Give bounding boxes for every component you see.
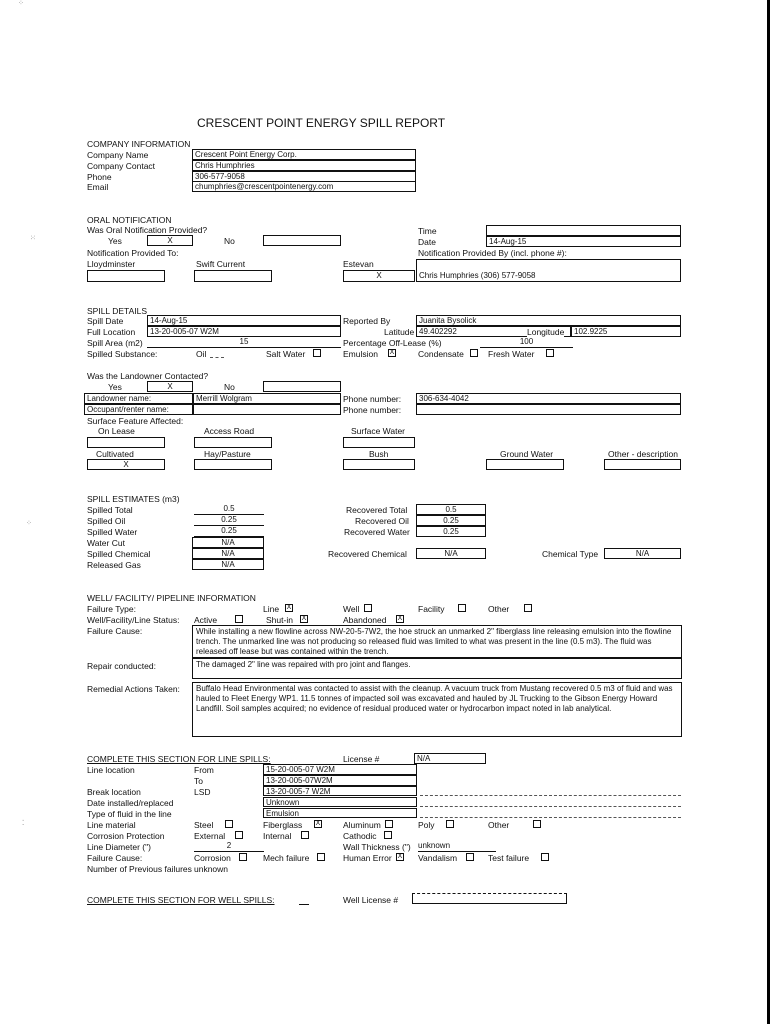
well-heading: WELL/ FACILITY/ PIPELINE INFORMATION (87, 593, 256, 603)
m-steel-label: Steel (194, 820, 214, 830)
spill-longitude-label: Longitude (527, 327, 565, 337)
fluid-type-label: Type of fluid in the line (87, 809, 172, 819)
m-fiberglass-label: Fiberglass (263, 820, 303, 830)
sub-condensate-label: Condensate (418, 349, 464, 359)
surface-ground-water-box[interactable] (486, 459, 564, 470)
surface-water-box[interactable] (343, 437, 415, 448)
status-label: Well/Facility/Line Status: (87, 615, 180, 625)
st-active-label: Active (194, 615, 218, 625)
m-aluminum-checkbox[interactable] (385, 820, 393, 828)
landowner-no-label: No (224, 382, 235, 392)
est-chem-label: Spilled Chemical (87, 549, 151, 559)
sub-oil-label: Oil (196, 349, 207, 359)
spill-location-label: Full Location (87, 327, 136, 337)
well-spills-blank-line (299, 904, 309, 905)
company-heading: COMPANY INFORMATION (87, 139, 191, 149)
line-to-label: To (194, 776, 203, 786)
occupant-name-field[interactable] (193, 404, 341, 415)
diameter-field[interactable]: 2 (194, 841, 264, 852)
c-cathodic-label: Cathodic (343, 831, 377, 841)
scan-speck: ⁘ (26, 520, 32, 527)
chem-type-label: Chemical Type (542, 549, 599, 559)
ft-facility-checkbox[interactable] (458, 604, 466, 612)
line-spills-heading: COMPLETE THIS SECTION FOR LINE SPILLS: (87, 754, 271, 764)
est-oil-label: Spilled Oil (87, 516, 126, 526)
oral-provided-by-label: Notification Provided By (incl. phone #): (418, 248, 567, 258)
sub-emulsion-checkbox[interactable]: X (389, 349, 395, 356)
rec-chem-field[interactable]: N/A (416, 548, 486, 559)
est-cut-field[interactable]: N/A (192, 537, 264, 548)
m-steel-checkbox[interactable] (225, 820, 233, 828)
m-fiberglass-checkbox[interactable]: X (315, 820, 321, 827)
est-total-field[interactable]: 0.5 (194, 504, 264, 515)
spill-location-field[interactable]: 13-20-005-07 W2M (147, 326, 341, 337)
failure-cause-field[interactable]: While installing a new flowline across NW-20-5-7W2, the hoe struck an unmarked 2" fiberglass line releasing emulsion into the flowline trench. The unmarked line was not producing so released fluid was limited to what was present in the line (0.5 m3). The fluid was released off lease but was contained within the trench. (192, 625, 682, 658)
oral-office-estevan: Estevan (343, 259, 374, 269)
surface-water-label: Surface Water (351, 426, 406, 436)
landowner-name-field[interactable]: Merrill Wolgram (193, 393, 341, 404)
spill-offlease-field[interactable]: 100 (480, 337, 573, 348)
line-from-field[interactable]: 15-20-005-07 W2M (263, 764, 417, 775)
spill-reported-label: Reported By (343, 316, 391, 326)
m-poly-checkbox[interactable] (446, 820, 454, 828)
oral-swift-current-box[interactable] (194, 270, 272, 282)
sub-saltwater-checkbox[interactable] (313, 349, 321, 357)
oral-estevan-box[interactable]: X (343, 270, 415, 282)
oral-lloydminster-box[interactable] (87, 270, 165, 282)
c-internal-checkbox[interactable] (301, 831, 309, 839)
est-gas-label: Released Gas (87, 560, 141, 570)
c-external-label: External (194, 831, 226, 841)
ft-line-checkbox[interactable]: X (286, 604, 292, 611)
well-spills-heading: COMPLETE THIS SECTION FOR WELL SPILLS: (87, 895, 275, 905)
remedial-field[interactable]: Buffalo Head Environmental was contacted to assist with the cleanup. A vacuum truck from Mustang recovered 0.5 m3 of fluid and was hauled to Fleet Energy WP1. 11.5 tonnes of impacted soil was excavated and hauled by JL Trucking to the Gibson Energy Howard Landfill. Soil samples acquired; no evidence of residual produced water or hydrocarbon impact noted in lab analytical. (192, 682, 682, 737)
surface-access-road-box[interactable] (194, 437, 272, 448)
oral-office-swift-current: Swift Current (196, 259, 246, 269)
failure-type-label: Failure Type: (87, 604, 136, 614)
oral-question: Was Oral Notification Provided? (87, 225, 208, 235)
ft-well-label: Well (343, 604, 360, 614)
occupant-phone-field[interactable] (416, 404, 681, 415)
prev-failures-value: unknown (194, 864, 229, 874)
landowner-question: Was the Landowner Contacted? (87, 371, 209, 381)
spill-reported-field[interactable]: Juanita Bysolick (416, 315, 681, 326)
f-vandalism-checkbox[interactable] (466, 853, 474, 861)
est-total-label: Spilled Total (87, 505, 133, 515)
landowner-name-label: Landowner name: (84, 393, 193, 404)
rec-oil-label: Recovered Oil (355, 516, 409, 526)
oral-date-label: Date (418, 237, 436, 247)
line-material-label: Line material (87, 820, 136, 830)
failure-cause-label: Failure Cause: (87, 626, 143, 636)
spill-heading: SPILL DETAILS (87, 306, 147, 316)
sub-saltwater-label: Salt Water (266, 349, 306, 359)
landowner-yes-box[interactable]: X (147, 381, 193, 392)
sub-emulsion-label: Emulsion (343, 349, 378, 359)
line-to-field[interactable]: 13-20-005-07W2M (263, 775, 417, 786)
surface-cultivated-box[interactable]: X (87, 459, 165, 470)
surface-ground-water-label: Ground Water (500, 449, 554, 459)
surface-bush-box[interactable] (343, 459, 415, 470)
scan-speck: ⁚ (22, 820, 25, 827)
company-email-label: Email (87, 182, 109, 192)
occupant-phone-label: Phone number: (343, 405, 402, 415)
surface-other-box[interactable] (604, 459, 681, 470)
scan-speck: ⁘ (18, 0, 24, 7)
prev-failures-label: Number of Previous failures (87, 864, 192, 874)
license-label: License # (343, 754, 380, 764)
spill-date-field[interactable]: 14-Aug-15 (147, 315, 341, 326)
st-active-checkbox[interactable] (235, 615, 243, 623)
surface-hay-pasture-box[interactable] (194, 459, 272, 470)
oral-time-field[interactable] (486, 225, 681, 236)
surface-on-lease-label: On Lease (98, 426, 135, 436)
spill-longitude-field[interactable]: 102.9225 (571, 326, 681, 337)
rec-total-field[interactable]: 0.5 (416, 504, 486, 515)
rec-water-label: Recovered Water (344, 527, 410, 537)
ft-facility-label: Facility (418, 604, 445, 614)
ft-well-checkbox[interactable] (364, 604, 372, 612)
company-contact-field[interactable]: Chris Humphries (192, 160, 416, 171)
spill-latitude-label: Latitude (384, 327, 415, 337)
landowner-no-box[interactable] (263, 381, 341, 392)
installed-label: Date installed/replaced (87, 798, 174, 808)
break-location-label: Break location (87, 787, 141, 797)
f-human-checkbox[interactable]: X (397, 853, 403, 860)
est-cut-label: Water Cut (87, 538, 125, 548)
spill-date-label: Spill Date (87, 316, 124, 326)
company-contact-label: Company Contact (87, 161, 156, 171)
oral-provided-by-field[interactable]: Chris Humphries (306) 577-9058 (416, 259, 681, 282)
f-mech-checkbox[interactable] (317, 853, 325, 861)
fluid-type-field[interactable]: Emulsion (263, 808, 417, 818)
f-human-label: Human Error (343, 853, 392, 863)
est-gas-field[interactable]: N/A (192, 559, 264, 570)
estimates-heading: SPILL ESTIMATES (m3) (87, 494, 180, 504)
ft-other-checkbox[interactable] (524, 604, 532, 612)
oral-heading: ORAL NOTIFICATION (87, 215, 172, 225)
fluid-dashed-line (420, 817, 681, 818)
remedial-label: Remedial Actions Taken: (87, 684, 180, 694)
oral-yes-box[interactable]: X (147, 235, 193, 246)
break-location-field[interactable]: 13-20-005-7 W2M (263, 786, 417, 796)
spill-latitude-field[interactable]: 49.402292 (416, 326, 571, 337)
spill-offlease-label: Percentage Off-Lease (%) (343, 338, 442, 348)
landowner-phone-field[interactable]: 306-634-4042 (416, 393, 681, 404)
company-email-field[interactable]: chumphries@crescentpointenergy.com (192, 181, 416, 192)
surface-on-lease-box[interactable] (87, 437, 165, 448)
m-poly-label: Poly (418, 820, 435, 830)
oral-no-label: No (224, 236, 235, 246)
spill-area-field[interactable]: 15 (147, 337, 341, 348)
lsd-label: LSD (194, 787, 211, 797)
spill-area-label: Spill Area (m2) (87, 338, 143, 348)
f-corrosion-checkbox[interactable] (239, 853, 247, 861)
surface-access-road-label: Access Road (204, 426, 255, 436)
surface-other-label: Other - description (608, 449, 678, 459)
f-vandalism-label: Vandalism (418, 853, 458, 863)
company-phone-label: Phone (87, 172, 112, 182)
est-water-label: Spilled Water (87, 527, 138, 537)
line-failure-label: Failure Cause: (87, 853, 143, 863)
surface-cultivated-label: Cultivated (96, 449, 134, 459)
ft-other-label: Other (488, 604, 510, 614)
st-shutin-label: Shut-in (266, 615, 293, 625)
occupant-name-label: Occupant/renter name: (84, 404, 193, 415)
corrosion-label: Corrosion Protection (87, 831, 165, 841)
landowner-phone-label: Phone number: (343, 394, 402, 404)
surface-hay-pasture-label: Hay/Pasture (204, 449, 251, 459)
sub-condensate-checkbox[interactable] (470, 349, 478, 357)
well-license-label: Well License # (343, 895, 399, 905)
ft-line-label: Line (263, 604, 280, 614)
spill-substance-label: Spilled Substance: (87, 349, 158, 359)
wall-label: Wall Thickness (") (343, 842, 411, 852)
surface-affected-label: Surface Feature Affected: (87, 416, 184, 426)
scan-speck: ⁙ (30, 235, 36, 242)
repair-field[interactable]: The damaged 2" line was repaired with pro joint and flanges. (192, 658, 682, 679)
st-shutin-checkbox[interactable]: X (301, 615, 307, 622)
wall-field[interactable]: unknown (418, 841, 496, 852)
f-test-checkbox[interactable] (541, 853, 549, 861)
landowner-yes-label: Yes (108, 382, 122, 392)
line-location-label: Line location (87, 765, 135, 775)
oral-yes-label: Yes (108, 236, 122, 246)
installed-field[interactable]: Unknown (263, 797, 417, 807)
rec-oil-field[interactable]: 0.25 (416, 515, 486, 526)
oral-time-label: Time (418, 226, 437, 236)
company-phone-field[interactable]: 306-577-9058 (192, 171, 416, 182)
rec-total-label: Recovered Total (346, 505, 408, 515)
est-water-field[interactable]: 0.25 (194, 526, 264, 537)
surface-bush-label: Bush (369, 449, 389, 459)
break-location-dashed-line (420, 795, 681, 796)
m-other-checkbox[interactable] (533, 820, 541, 828)
oral-date-field[interactable]: 14-Aug-15 (486, 236, 681, 247)
repair-label: Repair conducted: (87, 661, 156, 671)
c-internal-label: Internal (263, 831, 292, 841)
well-license-field[interactable] (412, 893, 567, 904)
est-chem-field[interactable]: N/A (192, 548, 264, 559)
installed-dashed-line (420, 806, 681, 807)
m-other-label: Other (488, 820, 510, 830)
sub-oil-line (210, 357, 224, 358)
company-name-field[interactable]: Crescent Point Energy Corp. (192, 149, 416, 160)
oral-no-box[interactable] (263, 235, 341, 246)
chem-type-field[interactable]: N/A (604, 548, 681, 559)
report-title: CRESCENT POINT ENERGY SPILL REPORT (197, 116, 446, 130)
f-corrosion-label: Corrosion (194, 853, 231, 863)
st-abandoned-label: Abandoned (343, 615, 387, 625)
f-test-label: Test failure (488, 853, 530, 863)
license-field[interactable]: N/A (414, 753, 486, 764)
rec-chem-label: Recovered Chemical (328, 549, 407, 559)
sub-freshwater-checkbox[interactable] (546, 349, 554, 357)
oral-provided-to-label: Notification Provided To: (87, 248, 179, 258)
m-aluminum-label: Aluminum (343, 820, 381, 830)
line-from-label: From (194, 765, 214, 775)
company-name-label: Company Name (87, 150, 149, 160)
oral-office-lloydminster: Lloydminster (87, 259, 136, 269)
f-mech-label: Mech failure (263, 853, 310, 863)
rec-water-field[interactable]: 0.25 (416, 526, 486, 537)
sub-freshwater-label: Fresh Water (488, 349, 535, 359)
est-oil-field[interactable]: 0.25 (194, 515, 264, 526)
c-cathodic-checkbox[interactable] (384, 831, 392, 839)
c-external-checkbox[interactable] (235, 831, 243, 839)
diameter-label: Line Diameter (") (87, 842, 151, 852)
st-abandoned-checkbox[interactable]: X (397, 615, 403, 622)
